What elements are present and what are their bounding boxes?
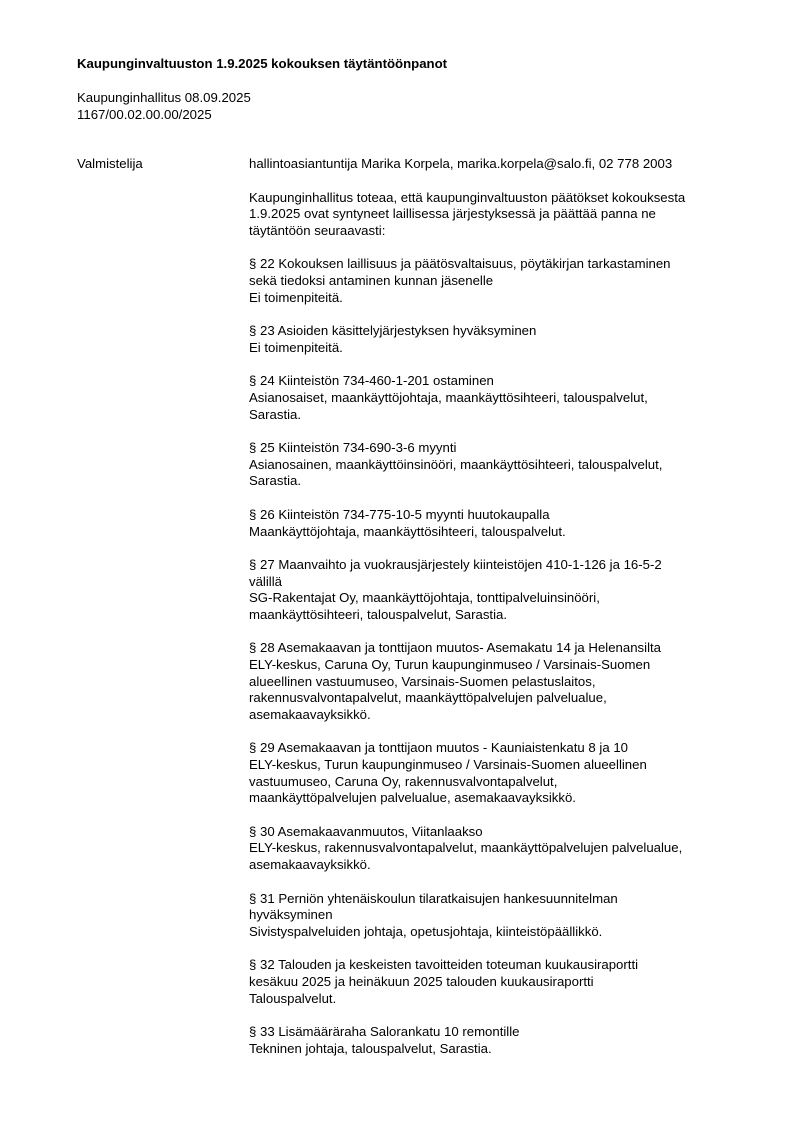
section-line: sekä tiedoksi antaminen kunnan jäsenelle — [249, 272, 494, 288]
section-line: alueellinen vastuumuseo, Varsinais-Suomen pelastuslaitos, — [249, 673, 596, 689]
section-line: SG-Rakentajat Oy, maankäyttöjohtaja, tonttipalveluinsinööri, — [249, 590, 600, 606]
section-line: asemakaavayksikkö. — [249, 706, 371, 722]
section-line: § 25 Kiinteistön 734-690-3-6 myynti — [249, 440, 457, 456]
section-22 — [249, 256, 729, 306]
section-line: maankäyttöpalvelujen palvelualue, asemakaavayksikkö. — [249, 790, 576, 806]
section-32 — [249, 957, 729, 1007]
preparer-label: Valmistelija — [77, 156, 143, 171]
section-line: hyväksyminen — [249, 907, 333, 923]
section-33 — [249, 1024, 729, 1057]
section-line: § 33 Lisämääräraha Salorankatu 10 remontille — [249, 1024, 520, 1040]
section-24 — [249, 373, 729, 423]
section-line: asemakaavayksikkö. — [249, 857, 371, 872]
section-line: § 26 Kiinteistön 734-775-10-5 myynti huutokaupalla — [249, 506, 550, 522]
section-line: § 27 Maanvaihto ja vuokrausjärjestely kiinteistöjen 410-1-126 ja 16-5-2 — [249, 557, 662, 573]
section-line: Sarastia. — [249, 406, 302, 422]
section-line: § 30 Asemakaavanmuutos, Viitanlaakso — [249, 823, 483, 839]
section-line: Tekninen johtaja, talouspalvelut, Sarastia. — [249, 1040, 492, 1056]
intro-line: 1.9.2025 ovat syntyneet laillisessa järjestyksessä ja päättää panna ne — [249, 206, 656, 222]
section-line: Sarastia. — [249, 473, 302, 489]
section-30 — [249, 824, 729, 874]
section-26 — [249, 507, 729, 540]
intro-line: Kaupunginhallitus toteaa, että kaupunginvaltuuston päätökset kokouksesta — [249, 189, 686, 205]
section-line: maankäyttösihteeri, talouspalvelut, Sarastia. — [249, 606, 508, 622]
section-29 — [249, 740, 729, 806]
section-25 — [249, 440, 729, 490]
record-number: 1167/00.02.00.00/2025 — [77, 106, 212, 122]
section-line: Asianosainen, maankäyttöinsinööri, maankäyttösihteeri, talouspalvelut, — [249, 456, 663, 472]
section-line: Maankäyttöjohtaja, maankäyttösihteeri, talouspalvelut. — [249, 523, 566, 539]
section-line: § 24 Kiinteistön 734-460-1-201 ostaminen — [249, 373, 494, 389]
section-line: § 31 Perniön yhtenäiskoulun tilaratkaisujen hankesuunnitelman — [249, 890, 618, 906]
section-line: välillä — [249, 573, 282, 589]
section-line: Ei toimenpiteitä. — [249, 289, 343, 305]
section-line: Asianosaiset, maankäyttöjohtaja, maankäyttösihteeri, talouspalvelut, — [249, 389, 648, 405]
section-line: § 32 Talouden ja keskeisten tavoitteiden toteuman kuukausiraportti — [249, 957, 639, 973]
document-meta — [77, 90, 251, 123]
section-23 — [249, 323, 729, 356]
decision-content — [249, 156, 729, 1074]
section-line: kesäkuu 2025 ja heinäkuun 2025 talouden kuukausiraportti — [249, 973, 594, 989]
section-line: § 22 Kokouksen laillisuus ja päätösvaltaisuus, pöytäkirjan tarkastaminen — [249, 256, 671, 272]
document-title: Kaupunginvaltuuston 1.9.2025 kokouksen täytäntöönpanot — [77, 56, 448, 71]
board-date: Kaupunginhallitus 08.09.2025 — [77, 90, 251, 105]
section-line: Talouspalvelut. — [249, 990, 337, 1006]
preparer-info: hallintoasiantuntija Marika Korpela, marika.korpela@salo.fi, 02 778 2003 — [249, 156, 673, 171]
section-line: rakennusvalvontapalvelut, maankäyttöpalvelujen palvelualue, — [249, 690, 607, 706]
section-line: Ei toimenpiteitä. — [249, 339, 343, 355]
section-line: Sivistyspalveluiden johtaja, opetusjohtaja, kiinteistöpäällikkö. — [249, 923, 603, 939]
section-line: § 29 Asemakaavan ja tonttijaon muutos - Kauniaistenkatu 8 ja 10 — [249, 740, 629, 756]
intro-line: täytäntöön seuraavasti: — [249, 222, 386, 238]
section-28 — [249, 640, 729, 723]
intro-paragraph — [249, 190, 729, 240]
section-line: § 23 Asioiden käsittelyjärjestyksen hyväksyminen — [249, 323, 537, 339]
section-line: § 28 Asemakaavan ja tonttijaon muutos- Asemakatu 14 ja Helenansilta — [249, 640, 661, 656]
section-31 — [249, 891, 729, 941]
section-line: ELY-keskus, Caruna Oy, Turun kaupunginmuseo / Varsinais-Suomen — [249, 657, 651, 673]
section-line: vastuumuseo, Caruna Oy, rakennusvalvontapalvelut, — [249, 773, 558, 789]
section-line: ELY-keskus, rakennusvalvontapalvelut, maankäyttöpalvelujen palvelualue, — [249, 840, 683, 856]
section-27 — [249, 557, 729, 623]
section-line: ELY-keskus, Turun kaupunginmuseo / Varsinais-Suomen alueellinen — [249, 757, 647, 773]
